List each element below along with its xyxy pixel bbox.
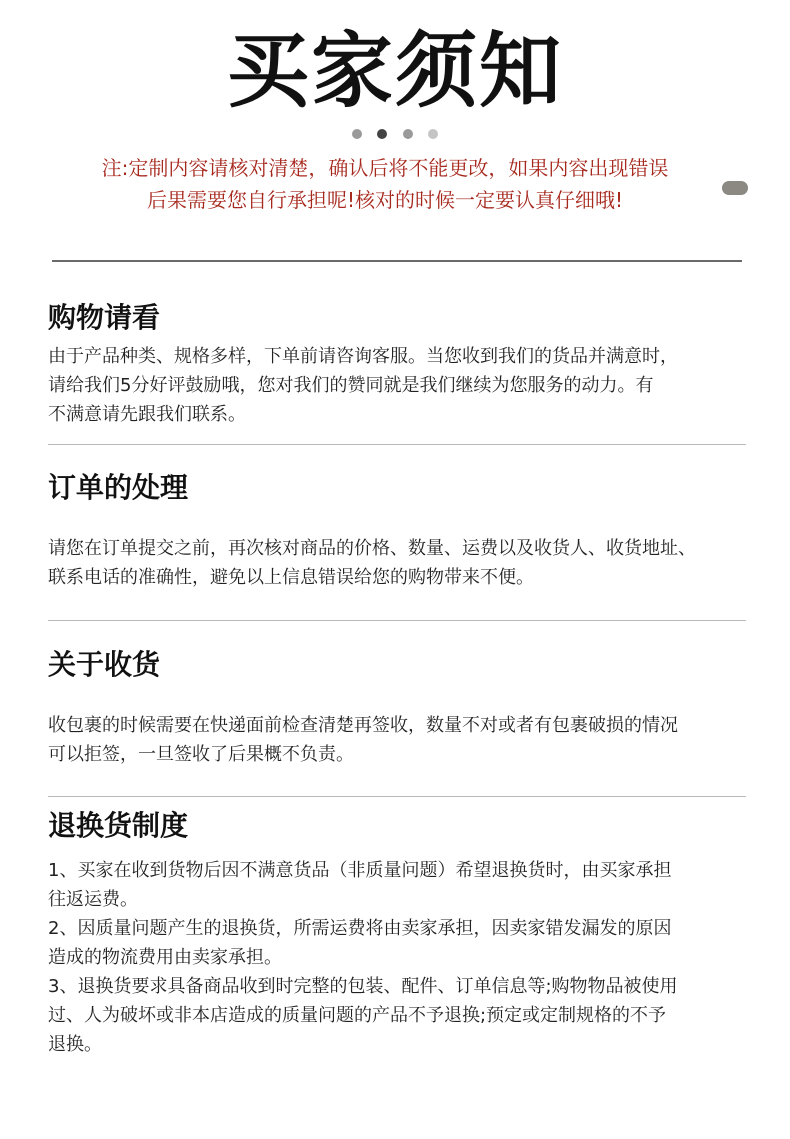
body-line: 可以拒签，一旦签收了后果概不负责。: [48, 744, 354, 765]
body-line: 联系电话的准确性，避免以上信息错误给您的购物带来不便。: [48, 567, 534, 588]
body-line: 不满意请先跟我们联系。: [48, 404, 246, 425]
carousel-dot[interactable]: [403, 129, 413, 139]
carousel-dot[interactable]: [428, 129, 438, 139]
section-body: [48, 711, 760, 769]
notice-line: 后果需要您自行承担呢!核对的时候一定要认真仔细哦!: [146, 188, 624, 212]
body-line: 2、因质量问题产生的退换货，所需运费将由卖家承担，因卖家错发漏发的原因: [48, 918, 672, 939]
carousel-dots: [0, 124, 790, 143]
section-divider: [48, 796, 746, 797]
section-shopping: [48, 298, 760, 429]
page-title: 买家须知: [226, 24, 563, 119]
body-line: 过、人为破坏或非本店造成的质量问题的产品不予退换;预定或定制规格的不予: [48, 1005, 667, 1026]
body-line: 由于产品种类、规格多样，下单前请咨询客服。当您收到我们的货品并满意时，: [48, 346, 678, 367]
body-line: 往返运费。: [48, 889, 138, 910]
notice-line: 注:定制内容请核对清楚，确认后将不能更改，如果内容出现错误: [101, 156, 669, 180]
body-line: 请您在订单提交之前，再次核对商品的价格、数量、运费以及收货人、收货地址、: [48, 538, 696, 559]
section-receipt: [48, 645, 760, 769]
section-divider: [48, 620, 746, 621]
section-body: [48, 342, 760, 429]
body-line: 1、买家在收到货物后因不满意货品（非质量问题）希望退换货时，由买家承担: [48, 860, 672, 881]
header-divider: [52, 260, 742, 262]
body-line: 收包裹的时候需要在快递面前检查清楚再签收，数量不对或者有包裹破损的情况: [48, 715, 678, 736]
body-line: 造成的物流费用由卖家承担。: [48, 947, 282, 968]
body-line: 请给我们5分好评鼓励哦，您对我们的赞同就是我们继续为您服务的动力。有: [48, 375, 654, 396]
carousel-dot[interactable]: [377, 129, 387, 139]
section-title: 订单的处理: [48, 471, 189, 504]
section-title: 关于收货: [48, 648, 161, 681]
scroll-handle[interactable]: [722, 181, 748, 195]
custom-notice: [40, 152, 730, 216]
section-divider: [48, 444, 746, 445]
section-body: [48, 534, 760, 592]
body-line: 退换。: [48, 1034, 102, 1055]
carousel-dot[interactable]: [352, 129, 362, 139]
section-body: [48, 856, 760, 1059]
body-line: 3、退换货要求具备商品收到时完整的包装、配件、订单信息等;购物物品被使用: [48, 976, 678, 997]
section-returns: [48, 806, 760, 1059]
section-order: [48, 468, 760, 592]
section-title: 退换货制度: [48, 809, 189, 842]
section-title: 购物请看: [48, 301, 161, 334]
